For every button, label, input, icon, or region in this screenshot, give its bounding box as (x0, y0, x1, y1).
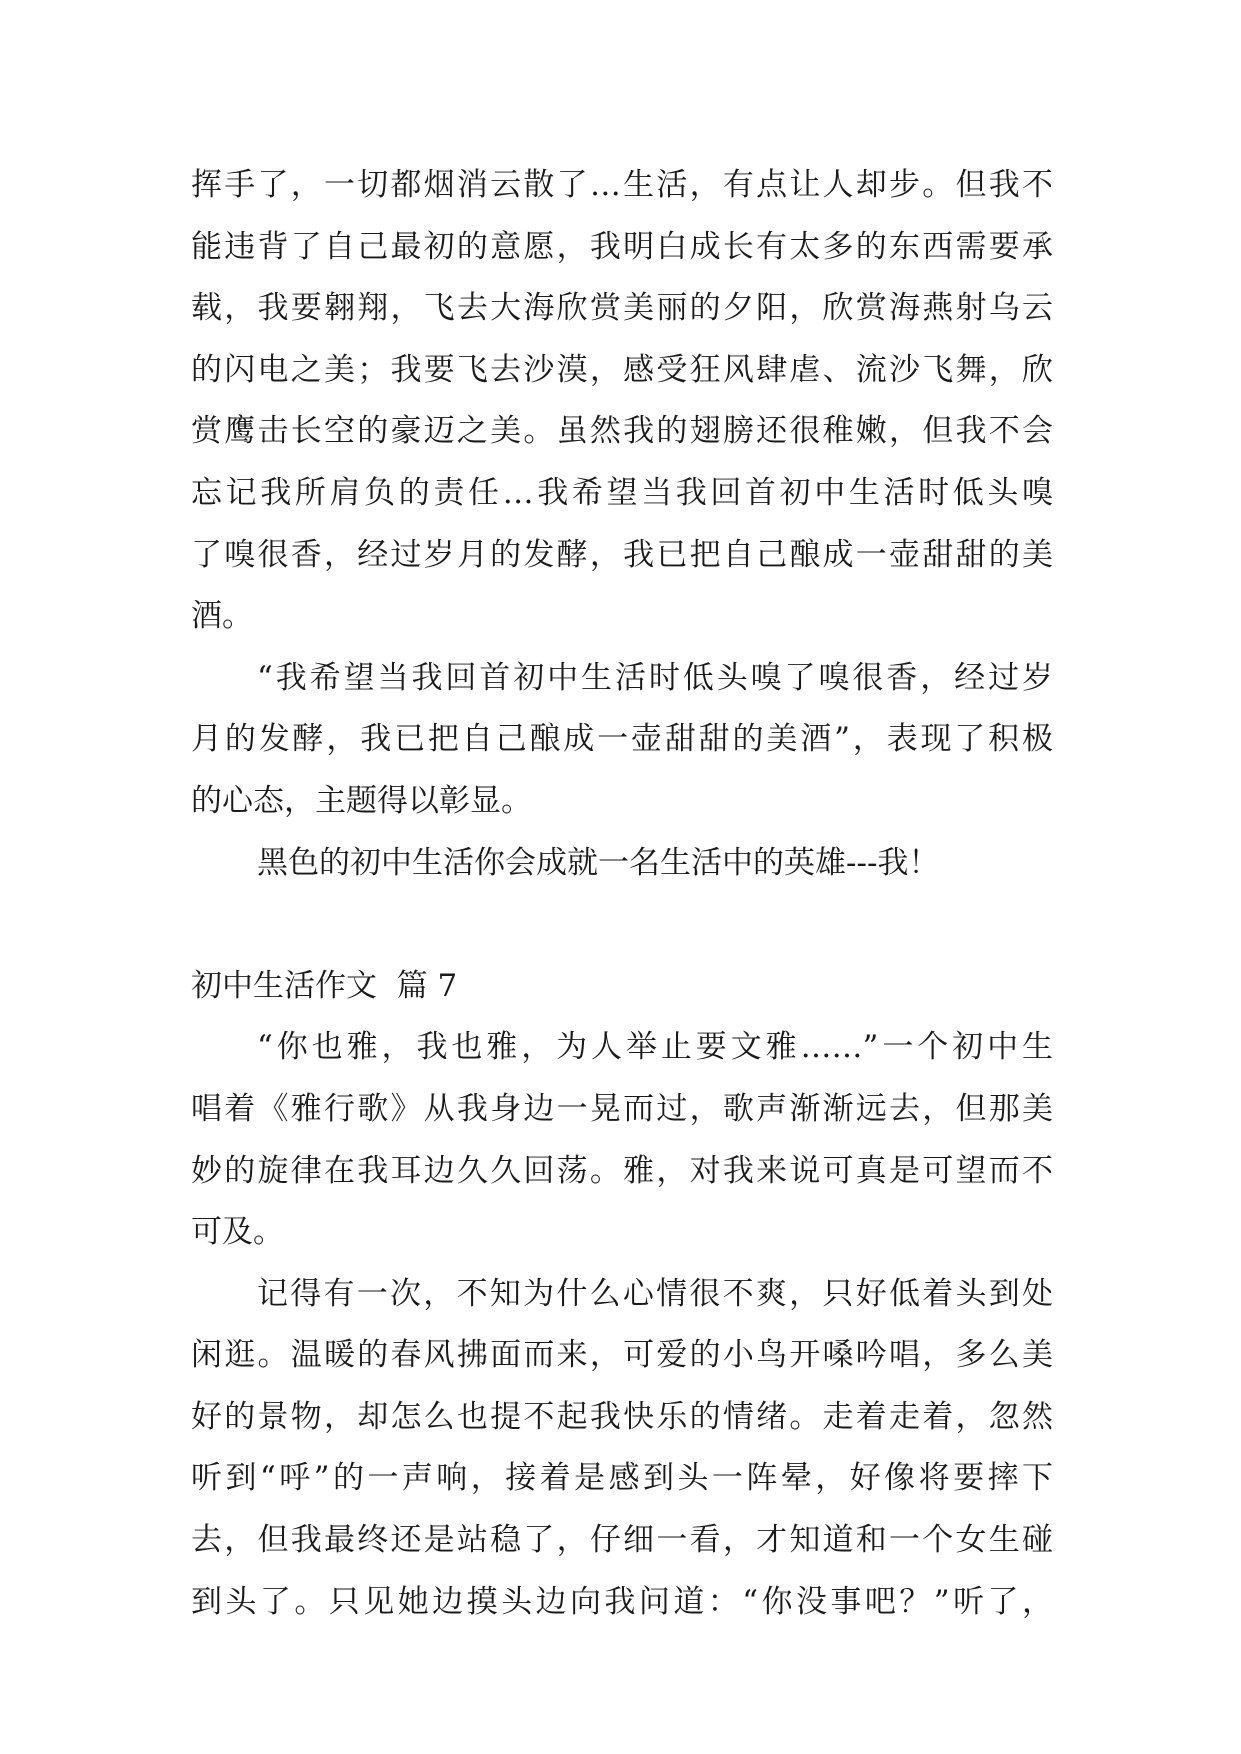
text-line: “我希望当我回首初中生活时低头嗅了嗅很香，经过岁 (257, 659, 1053, 696)
text-line: 闲逛。温暖的春风拂面而来，可爱的小鸟开嗓吟唱，多么美 (191, 1337, 1053, 1374)
text-line: 酒。 (191, 598, 253, 635)
text-line: 挥手了，一切都烟消云散了…生活，有点让人却步。但我不 (191, 167, 1053, 203)
text-line: 到头了。只见她边摸头边向我问道：“你没事吧？”听了， (191, 1583, 1053, 1620)
section-title: 初中生活作文 篇 7 (191, 967, 458, 1004)
text-line: 忘记我所肩负的责任…我希望当我回首初中生活时低头嗅 (191, 474, 1053, 511)
text-line: 去，但我最终还是站稳了，仔细一看，才知道和一个女生碰 (191, 1522, 1053, 1559)
text-line: 的心态，主题得以彰显。 (191, 782, 532, 819)
text-line: 黑色的初中生活你会成就一名生活中的英雄---我！ (257, 844, 940, 881)
text-line: 听到“呼”的一声响，接着是感到头一阵晕，好像将要摔下 (191, 1460, 1053, 1497)
text-line: 月的发酵，我已把自己酿成一壶甜甜的美酒”，表现了积极 (191, 721, 1053, 758)
paragraph (191, 648, 1053, 833)
text-line: 唱着《雅行歌》从我身边一晃而过，歌声渐渐远去，但那美 (191, 1090, 1053, 1127)
text-line: 可及。 (191, 1214, 284, 1251)
text-line: 好的景物，却怎么也提不起我快乐的情绪。走着走着，忽然 (191, 1398, 1053, 1435)
paragraph (191, 1017, 1053, 1263)
blank-line (191, 894, 1053, 956)
paragraph (191, 833, 1053, 895)
paragraph (191, 155, 1053, 648)
paragraph (191, 1264, 1053, 1634)
text-line: 能违背了自己最初的意愿，我明白成长有太多的东西需要承 (191, 228, 1053, 265)
text-line: 赏鹰击长空的豪迈之美。虽然我的翅膀还很稚嫩，但我不会 (191, 413, 1053, 450)
text-line: 了嗅很香，经过岁月的发酵，我已把自己酿成一壶甜甜的美 (191, 536, 1053, 573)
document-body (191, 155, 1053, 1633)
text-line: “你也雅，我也雅，为人举止要文雅……”一个初中生 (257, 1029, 1053, 1066)
text-line: 的闪电之美；我要飞去沙漠，感受狂风肆虐、流沙飞舞，欣 (191, 351, 1053, 388)
text-line: 记得有一次，不知为什么心情很不爽，只好低着头到处 (257, 1275, 1053, 1312)
text-line: 载，我要翱翔，飞去大海欣赏美丽的夕阳，欣赏海燕射乌云 (191, 290, 1053, 327)
text-line: 妙的旋律在我耳边久久回荡。雅，对我来说可真是可望而不 (191, 1152, 1053, 1189)
